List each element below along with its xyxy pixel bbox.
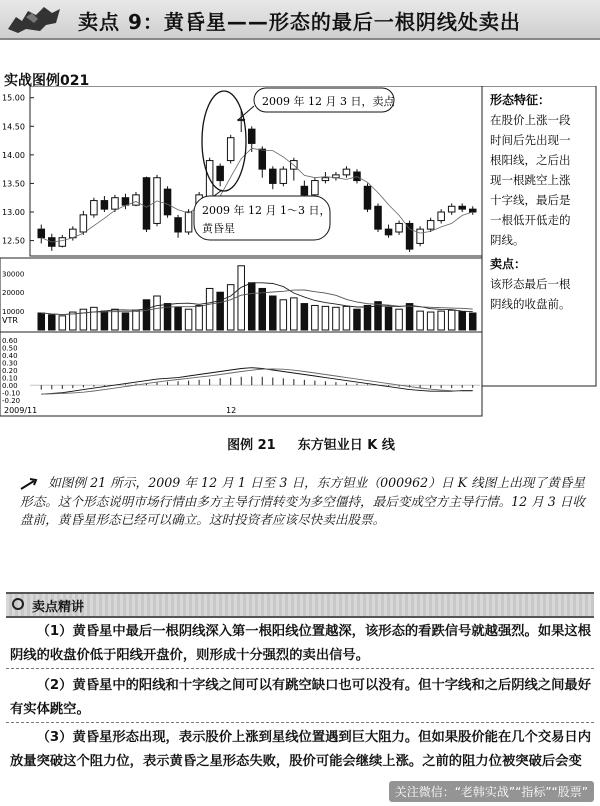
candle-body — [206, 161, 213, 201]
side-body-1-line: 十字线，最后是 — [490, 193, 571, 207]
page-title: 卖点 9：黄昏星——形态的最后一根阴线处卖出 — [78, 10, 521, 34]
candle-body — [417, 229, 424, 243]
volume-bar — [270, 296, 277, 330]
volume-bar — [185, 309, 192, 330]
candle-body — [406, 223, 413, 249]
side-body-1-line: 一根低开低走的 — [490, 213, 571, 227]
candle-body — [438, 212, 445, 221]
intro-paragraph — [20, 474, 585, 530]
price-tick-label: 14.50 — [2, 122, 25, 132]
side-body-1-line: 阴线。 — [490, 233, 525, 247]
price-tick-label: 12.50 — [2, 236, 25, 246]
stock-chart — [0, 86, 600, 422]
volume-label: VTR — [2, 316, 18, 325]
candle-body — [259, 149, 266, 169]
volume-bar — [122, 313, 129, 330]
evening-star-ellipse — [202, 91, 246, 191]
volume-tick-label: 20000 — [2, 289, 25, 298]
volume-bar — [112, 309, 119, 330]
candle-body — [101, 201, 108, 210]
macd-tick-label: 0.20 — [2, 367, 18, 375]
volume-bar — [91, 307, 98, 330]
candle-body — [133, 195, 140, 205]
bull-bear-logo-icon — [6, 3, 62, 35]
macd-tick-label: 0.40 — [2, 351, 18, 360]
point-3-text: （3）黄昏星形态出现，表示股价上涨到星线位置遇到巨大阻力。但如果股价能在几个交易日内放量突破这个阻力位，表示黄昏之星形态失败，股价可能会继续上涨。之前的阻力位被突破后会变 — [10, 730, 592, 769]
point-2-text: （2）黄昏星中的阳线和十字线之间可以有跳空缺口也可以没有。但十字线和之后阴线之间最好有实体跳空。 — [10, 678, 592, 717]
date-mid-label: 12 — [226, 406, 237, 415]
intro-text: 如图例 21 所示，2009 年 12 月 1 日至 3 日，东方钽业（000962）日 K 线图上出现了黄昏星形态。这个形态说明市场行情由多方主导行情转变为多空僵持，最后变成空方主导行情。12 月 3 日收盘前，黄昏星形态已经可以确立。这时投资者应该尽快卖出股票。 — [20, 475, 585, 527]
volume-bar — [248, 283, 255, 330]
pen-arrow-icon — [20, 477, 42, 491]
side-body-1-line: 现一根跳空上涨 — [490, 173, 571, 187]
side-heading-1: 形态特征： — [490, 93, 551, 107]
candle-body — [343, 169, 350, 175]
volume-bar — [396, 309, 403, 330]
volume-bar — [259, 288, 266, 330]
candle-body — [427, 221, 434, 230]
macd-tick-label: 0.60 — [2, 336, 18, 345]
volume-bar — [280, 300, 287, 330]
volume-bar — [154, 296, 161, 330]
macd-dea-line — [41, 369, 472, 394]
caption-text: 东方钽业日 K 线 — [297, 438, 395, 453]
volume-bar — [175, 307, 182, 330]
candle-body — [448, 206, 455, 212]
callout-top-text: 2009 年 12 月 3 日，卖点 — [262, 95, 395, 108]
macd-tick-label: 0.10 — [2, 374, 18, 383]
candle-body — [122, 198, 129, 205]
candle-body — [375, 206, 382, 229]
section-header — [6, 592, 594, 618]
side-body-2-line: 阴线的收盘前。 — [490, 297, 571, 311]
candle-body — [364, 186, 371, 209]
candle-body — [459, 206, 466, 209]
candle-body — [280, 169, 287, 183]
volume-bar — [406, 304, 413, 330]
volume-bar — [227, 285, 234, 330]
side-body-1-line: 时间后先出现一 — [490, 133, 571, 147]
candle-body — [301, 186, 308, 195]
macd-panel-frame — [0, 332, 482, 416]
macd-tick-label: -0.10 — [2, 389, 21, 398]
price-tick-label: 13.00 — [2, 208, 25, 217]
volume-bar — [133, 310, 140, 330]
candle-body — [59, 238, 66, 247]
date-left-label: 2009/11 — [4, 406, 38, 415]
volume-bar — [101, 311, 108, 330]
point-1-text: （1）黄昏星中最后一根阴线深入第一根阳线位置越深，该形态的看跌信号就越强烈。如果这根阴线的收盘价低于阳线开盘价，则形成十分强烈的卖出信号。 — [10, 624, 592, 663]
volume-bar — [217, 292, 224, 330]
figure-caption — [0, 434, 600, 453]
side-body-1-line: 根阳线，之后出 — [490, 153, 571, 167]
price-tick-label: 13.50 — [2, 179, 25, 189]
volume-bar — [364, 305, 371, 330]
candle-body — [227, 138, 234, 161]
page-header — [0, 0, 600, 40]
volume-bar — [291, 298, 298, 330]
volume-bar — [417, 311, 424, 330]
macd-tick-label: -0.20 — [2, 397, 21, 406]
side-body-1-line: 在股价上涨一段 — [490, 113, 571, 127]
price-tick-label: 14.00 — [2, 150, 25, 160]
caption-label: 图例 21 — [227, 438, 276, 453]
volume-bar — [448, 310, 455, 330]
volume-bar — [206, 288, 213, 330]
volume-bar — [333, 307, 340, 330]
circle-bullet-icon — [12, 598, 24, 610]
candle-body — [312, 181, 319, 195]
volume-bar — [322, 306, 329, 330]
volume-bar — [459, 311, 466, 330]
candle-body — [469, 209, 476, 212]
chart-svg — [0, 86, 600, 422]
candle-body — [185, 212, 192, 232]
point-1 — [6, 620, 594, 669]
volume-bar — [59, 316, 66, 330]
candle-body — [80, 215, 87, 232]
candle-body — [322, 178, 329, 181]
candle-body — [143, 178, 150, 229]
price-tick-label: 15.00 — [2, 93, 25, 103]
volume-tick-label: 30000 — [2, 270, 25, 279]
volume-tick-label: 10000 — [2, 308, 25, 317]
candle-body — [270, 169, 277, 183]
volume-bar — [385, 307, 392, 330]
volume-bar — [427, 312, 434, 330]
watermark: 关注微信：“老韩实战”“指标”“股票” — [389, 781, 594, 802]
candle-body — [38, 229, 45, 238]
candle-body — [112, 198, 119, 209]
section-title: 卖点精讲 — [32, 600, 85, 615]
macd-tick-label: 0.50 — [2, 344, 18, 353]
candle-body — [396, 223, 403, 232]
volume-bar — [438, 311, 445, 330]
macd-dif-line — [41, 368, 472, 395]
volume-bar — [238, 266, 245, 330]
callout-bottom-text-1: 2009 年 12 月 1～3 日， — [202, 204, 331, 217]
macd-tick-label: 0.00 — [2, 382, 18, 391]
figure-subtitle: 实战图例021 — [4, 73, 90, 89]
candle-body — [91, 201, 98, 215]
candle-body — [248, 129, 255, 143]
volume-bar — [343, 306, 350, 330]
candle-body — [175, 218, 182, 232]
volume-bar — [49, 315, 56, 330]
volume-bar — [469, 313, 476, 330]
point-3 — [6, 726, 594, 774]
volume-bar — [38, 313, 45, 330]
side-body-2-line: 该形态最后一根 — [490, 277, 571, 291]
point-2 — [6, 674, 594, 723]
volume-bar — [312, 305, 319, 330]
volume-bar — [354, 309, 361, 330]
volume-bar — [70, 312, 77, 330]
side-heading-2: 卖点： — [490, 257, 527, 271]
callout-bottom-text-2: 黄昏星 — [202, 222, 235, 235]
candle-body — [217, 166, 224, 180]
candle-body — [164, 189, 171, 215]
volume-bar — [196, 305, 203, 330]
volume-bar — [143, 300, 150, 330]
volume-bar — [301, 304, 308, 330]
candle-body — [385, 229, 392, 235]
macd-tick-label: 0.30 — [2, 359, 18, 368]
